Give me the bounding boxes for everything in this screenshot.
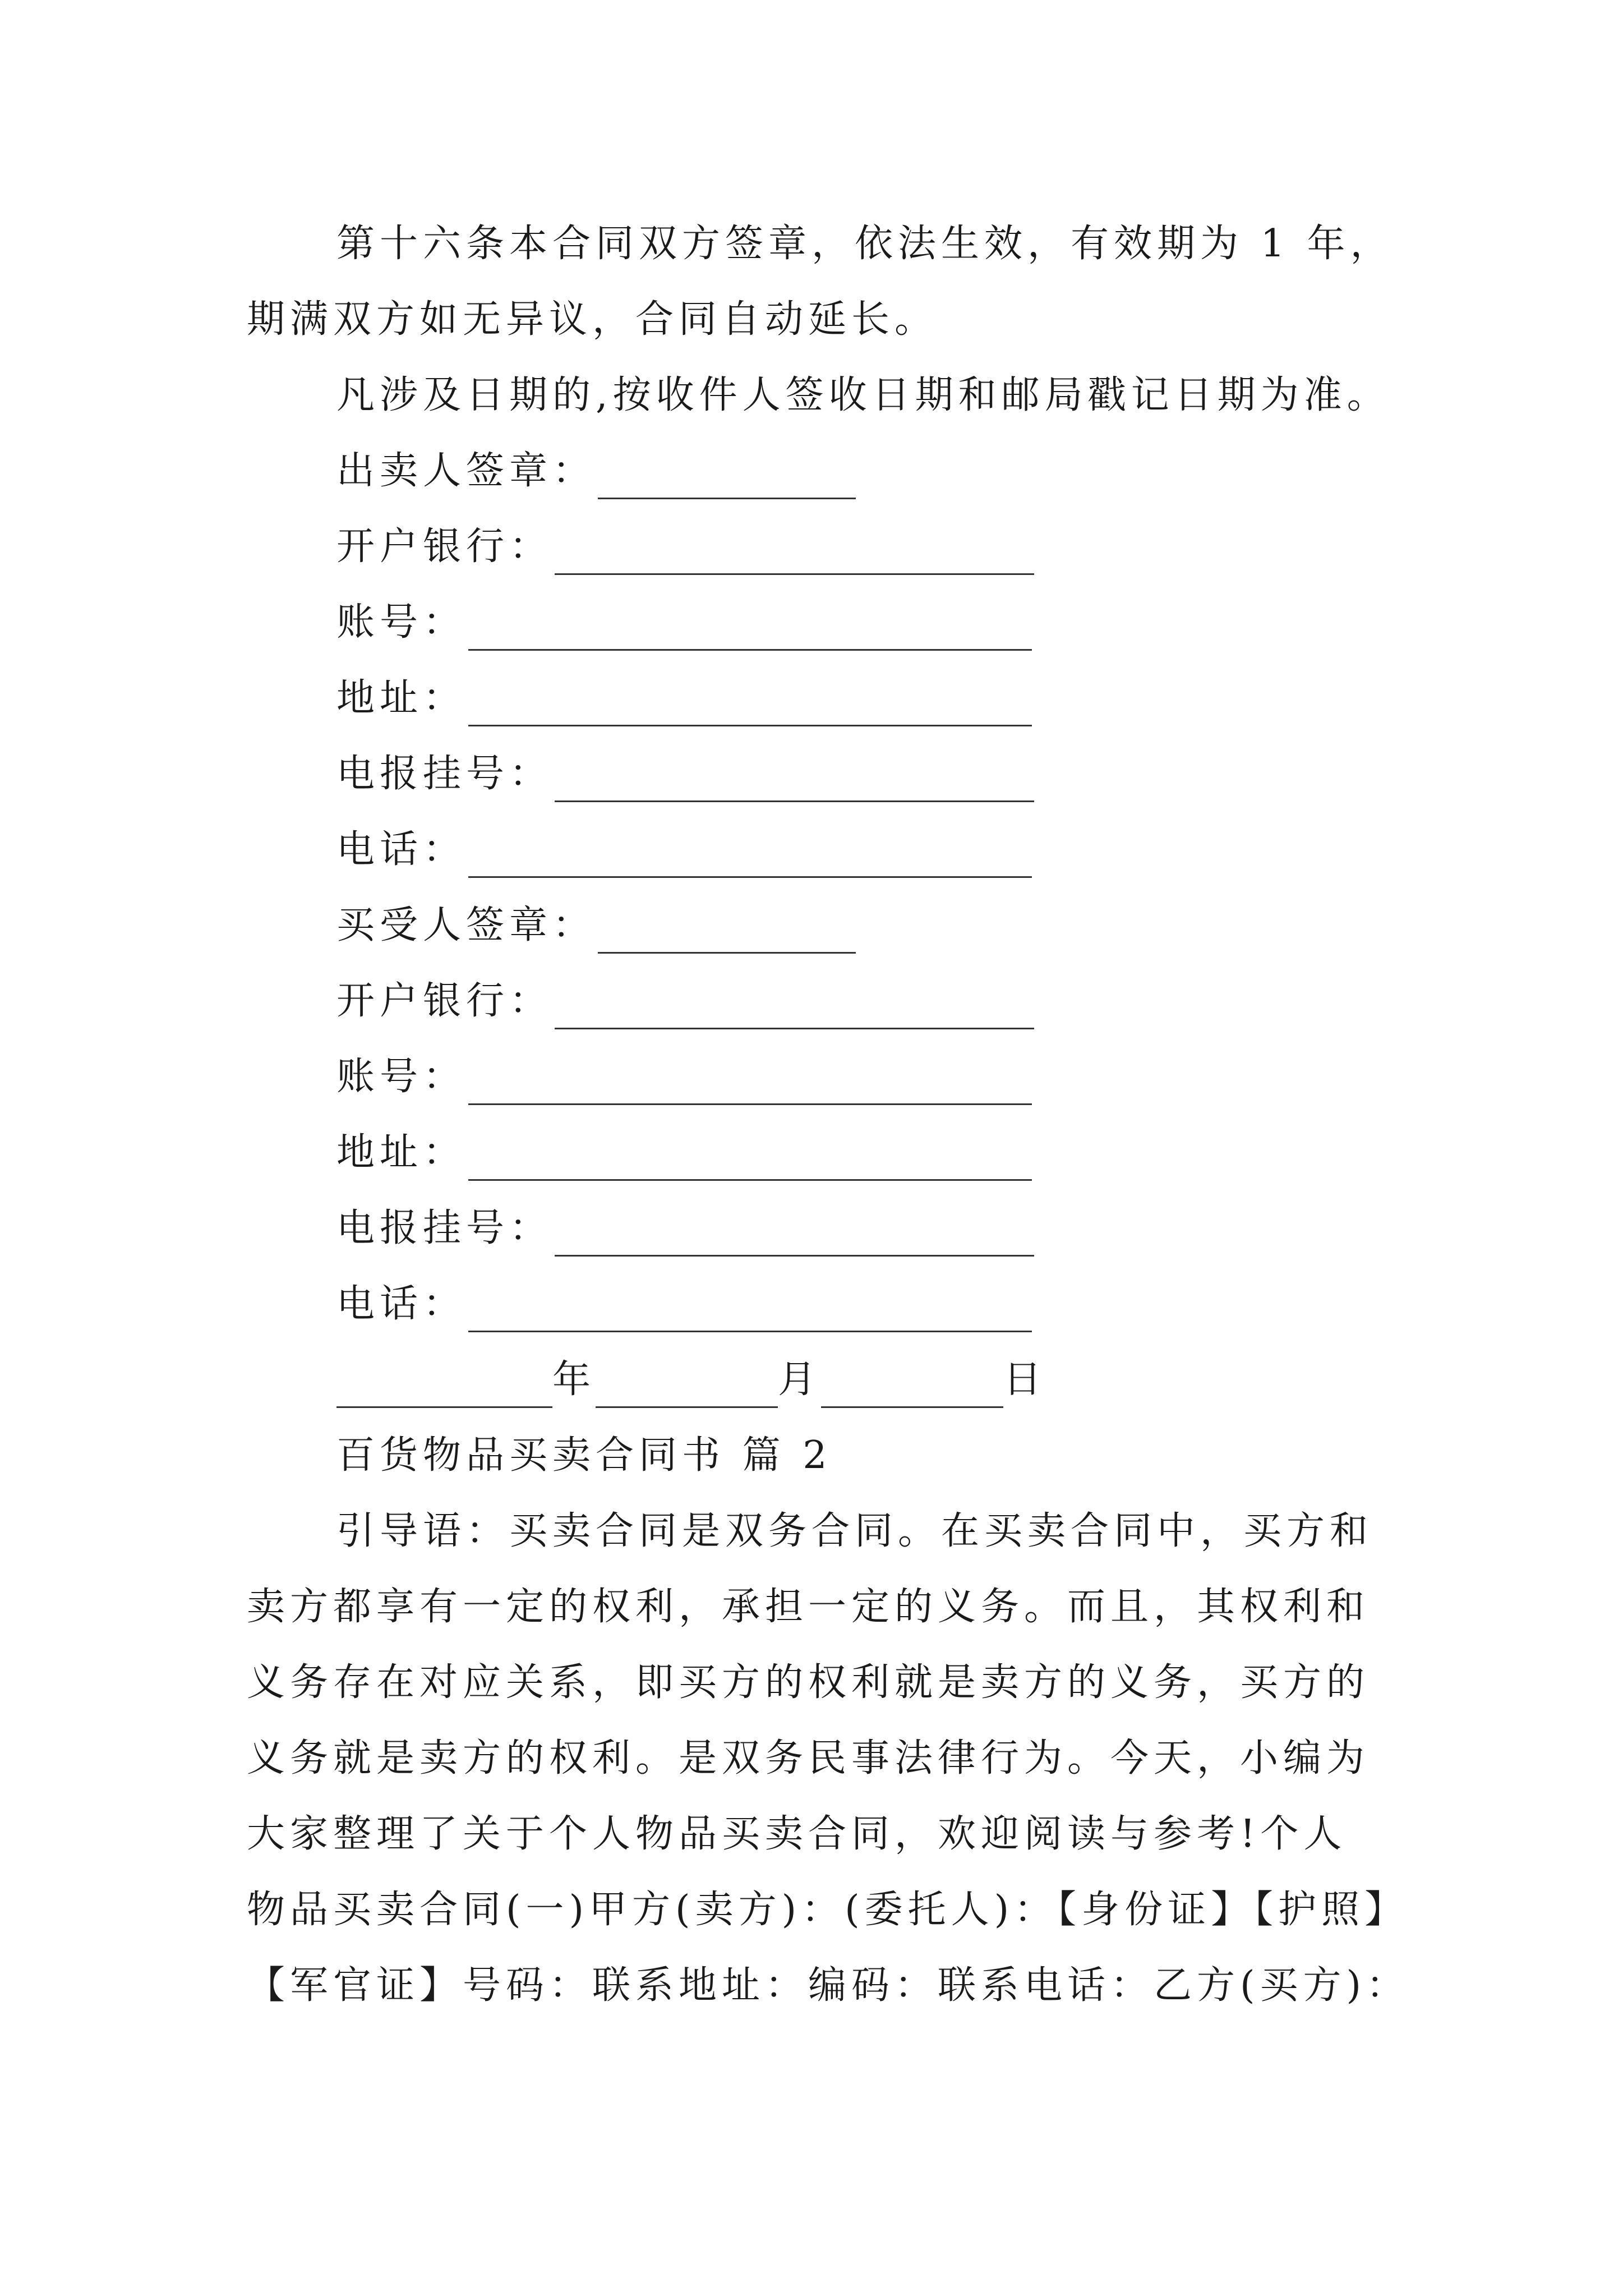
seller-signature-label: 出卖人签章： <box>336 449 596 493</box>
section-title: 百货物品买卖合同书 篇 2 <box>336 1433 832 1478</box>
buyer-address-field <box>336 1125 1032 1181</box>
seller-account-label: 账号： <box>336 600 467 645</box>
buyer-signature-label: 买受人签章： <box>336 903 596 947</box>
intro-line2: 卖方都享有一定的权利，承担一定的义务。而且，其权利和 <box>247 1585 1370 1629</box>
seller-phone-label: 电话： <box>336 827 467 872</box>
buyer-phone-blank[interactable] <box>468 1287 1032 1332</box>
year-label: 年 <box>552 1358 596 1402</box>
month-blank[interactable] <box>596 1363 778 1408</box>
buyer-account-field <box>336 1049 1032 1105</box>
buyer-account-label: 账号： <box>336 1055 467 1099</box>
date-note: 凡涉及日期的,按收件人签收日期和邮局戳记日期为准。 <box>336 373 1390 417</box>
clause16-line1: 第十六条本合同双方签章，依法生效，有效期为 1 年， <box>336 222 1394 266</box>
intro-line1: 引导语：买卖合同是双务合同。在买卖合同中，买方和 <box>336 1509 1373 1553</box>
buyer-telegraph-label: 电报挂号： <box>336 1206 553 1250</box>
seller-address-blank[interactable] <box>468 681 1032 726</box>
seller-telegraph-blank[interactable] <box>555 757 1034 802</box>
intro-line4: 义务就是卖方的权利。是双务民事法律行为。今天，小编为 <box>247 1736 1370 1780</box>
year-blank[interactable] <box>336 1363 552 1408</box>
seller-account-field <box>336 595 1032 651</box>
seller-signature-field <box>336 443 856 499</box>
intro-line5: 大家整理了关于个人物品买卖合同，欢迎阅读与参考!个人 <box>247 1812 1347 1856</box>
buyer-telegraph-blank[interactable] <box>555 1211 1034 1257</box>
seller-phone-field <box>336 822 1032 878</box>
buyer-bank-blank[interactable] <box>555 984 1034 1029</box>
seller-bank-label: 开户银行： <box>336 524 553 569</box>
buyer-address-label: 地址： <box>336 1130 467 1175</box>
clause16-line2: 期满双方如无异议，合同自动延长。 <box>247 297 938 342</box>
buyer-signature-blank[interactable] <box>598 908 856 954</box>
buyer-signature-field <box>336 898 856 954</box>
buyer-address-blank[interactable] <box>468 1135 1032 1181</box>
seller-phone-blank[interactable] <box>468 832 1032 878</box>
day-blank[interactable] <box>821 1363 1003 1408</box>
seller-telegraph-label: 电报挂号： <box>336 752 553 796</box>
intro-line7: 【军官证】号码：联系地址：编码：联系电话：乙方(买方)： <box>247 1963 1410 2008</box>
seller-bank-field <box>336 519 1034 575</box>
intro-line3: 义务存在对应关系，即买方的权利就是卖方的义务，买方的 <box>247 1660 1370 1705</box>
buyer-bank-field <box>336 973 1034 1029</box>
buyer-telegraph-field <box>336 1200 1034 1257</box>
intro-line6: 物品买卖合同(一)甲方(卖方)：(委托人)：【身份证】【护照】 <box>247 1888 1408 1932</box>
seller-account-blank[interactable] <box>468 605 1032 651</box>
day-label: 日 <box>1003 1358 1047 1402</box>
buyer-bank-label: 开户银行： <box>336 979 553 1023</box>
seller-telegraph-field <box>336 746 1034 802</box>
date-line <box>336 1352 1046 1408</box>
seller-bank-blank[interactable] <box>555 530 1034 575</box>
seller-address-label: 地址： <box>336 676 467 720</box>
buyer-phone-label: 电话： <box>336 1282 467 1326</box>
seller-address-field <box>336 670 1032 726</box>
buyer-account-blank[interactable] <box>468 1060 1032 1105</box>
month-label: 月 <box>778 1358 822 1402</box>
seller-signature-blank[interactable] <box>598 454 856 499</box>
buyer-phone-field <box>336 1276 1032 1332</box>
